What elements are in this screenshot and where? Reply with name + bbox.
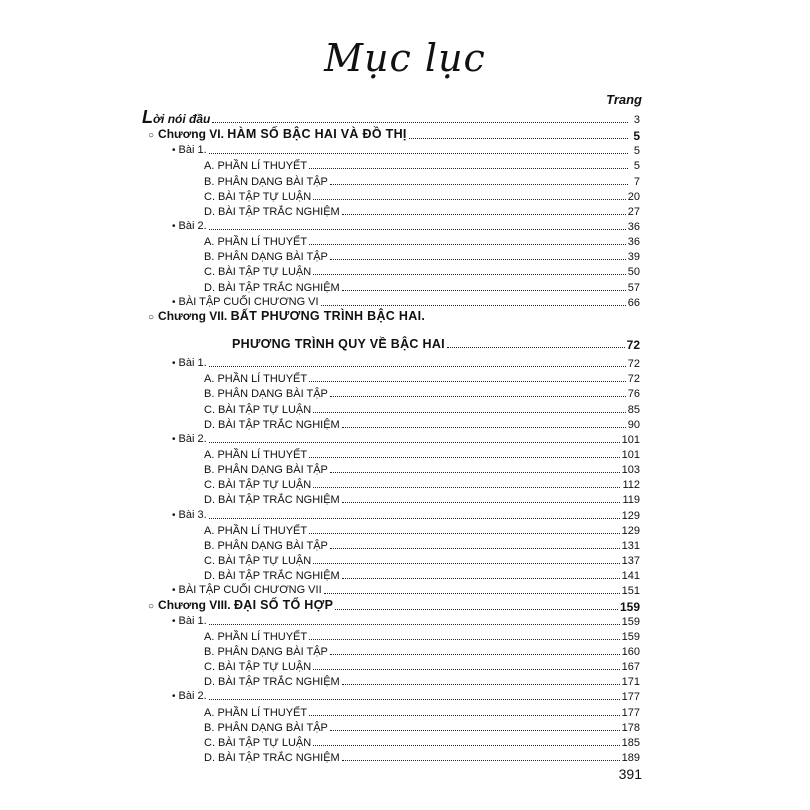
- item-title: A. PHẦN LÍ THUYẾT: [204, 630, 308, 643]
- entry-label: [172, 509, 207, 522]
- entry-page: 36: [627, 220, 640, 233]
- entry-page: 72: [626, 337, 640, 352]
- entry-page: 129: [621, 524, 640, 537]
- leader-dots: [313, 274, 626, 275]
- toc-entry: [204, 371, 640, 385]
- leader-dots: [309, 457, 620, 458]
- item-title: B. PHÂN DẠNG BÀI TẬP: [204, 464, 328, 477]
- circle-bullet-icon: ○: [148, 311, 155, 323]
- toc-entry: [172, 583, 640, 597]
- entry-page: 119: [622, 494, 640, 507]
- entry-label: [204, 282, 340, 294]
- chapter-name: BẤT PHƯƠNG TRÌNH BẬC HAI.: [230, 308, 426, 323]
- entry-label: [204, 707, 307, 719]
- lesson-title: Bài 1.: [178, 144, 207, 157]
- item-title: C. BÀI TẬP TỰ LUẬN: [204, 479, 312, 492]
- toc-entry: [204, 674, 640, 688]
- entry-label: [204, 661, 311, 673]
- entry-page: 72: [627, 358, 640, 371]
- leader-dots: [335, 609, 618, 610]
- dot-bullet-icon: •: [172, 691, 176, 703]
- toc-entry: [148, 128, 640, 142]
- entry-label: [204, 525, 307, 537]
- entry-label: [204, 570, 340, 582]
- leader-dots: [209, 229, 626, 230]
- leader-dots: [342, 684, 620, 685]
- toc-entry: [204, 629, 640, 643]
- toc-entry: [204, 720, 640, 734]
- entry-label: [148, 599, 333, 613]
- leader-dots: [313, 563, 619, 564]
- entry-page: 171: [621, 676, 640, 689]
- circle-bullet-icon: ○: [148, 600, 155, 612]
- leader-dots: [342, 502, 621, 503]
- entry-label: [204, 160, 307, 172]
- item-title: D. BÀI TẬP TRẮC NGHIỆM: [204, 570, 340, 583]
- entry-label: [204, 176, 328, 188]
- item-title: A. PHẦN LÍ THUYẾT: [204, 373, 308, 386]
- toc-entry: [172, 143, 640, 157]
- entry-page: 159: [621, 615, 640, 628]
- entry-label: [204, 676, 340, 688]
- leader-dots: [313, 199, 626, 200]
- toc-entry: [204, 234, 640, 248]
- item-title: A. PHẦN LÍ THUYẾT: [204, 524, 308, 537]
- entry-page: 112: [622, 479, 640, 492]
- item-title: C. BÀI TẬP TỰ LUẬN: [204, 190, 312, 203]
- entry-label: [172, 144, 207, 157]
- toc-entry: [172, 508, 640, 522]
- entry-label: [204, 206, 340, 218]
- leader-dots: [342, 578, 620, 579]
- item-title: B. PHÂN DẠNG BÀI TẬP: [204, 721, 328, 734]
- leader-dots: [309, 168, 628, 169]
- toc-entry: [204, 174, 640, 188]
- item-title: A. PHẦN LÍ THUYẾT: [204, 449, 308, 461]
- entry-page: 159: [621, 630, 640, 643]
- toc-entry: [172, 356, 640, 370]
- chapter-name: ĐẠI SỐ TỔ HỢP: [233, 597, 334, 612]
- dot-bullet-icon: •: [172, 358, 176, 370]
- entry-label: [204, 404, 311, 416]
- leader-dots: [342, 214, 626, 215]
- entry-page: 5: [633, 129, 640, 143]
- item-title: D. BÀI TẬP TRẮC NGHIỆM: [204, 676, 340, 689]
- leader-dots: [313, 412, 626, 413]
- entry-page: 72: [627, 373, 640, 386]
- toc-entry: [204, 158, 640, 172]
- entry-page: 141: [621, 570, 640, 583]
- entry-label: [204, 449, 307, 461]
- toc-entry: [148, 310, 640, 324]
- entry-label: [148, 128, 407, 142]
- entry-label: [204, 419, 340, 431]
- item-title: B. PHÂN DẠNG BÀI TẬP: [204, 645, 328, 658]
- dot-bullet-icon: •: [172, 296, 176, 308]
- entry-page: 178: [621, 721, 640, 734]
- lesson-title: BÀI TẬP CUỐI CHƯƠNG VI: [178, 295, 319, 308]
- entry-page: 39: [627, 251, 640, 264]
- toc-entry: [204, 750, 640, 764]
- item-title: B. PHÂN DẠNG BÀI TẬP: [204, 388, 328, 401]
- entry-label: [232, 338, 445, 351]
- page-title: Mục lục: [324, 36, 486, 80]
- entry-page: 160: [621, 645, 640, 658]
- leader-dots: [330, 654, 620, 655]
- leader-dots: [330, 184, 628, 185]
- leader-dots: [330, 730, 620, 731]
- page-column-header: Trang: [606, 92, 642, 107]
- leader-dots: [409, 138, 628, 139]
- toc-entry: [204, 492, 640, 506]
- leader-dots: [313, 487, 620, 488]
- leader-dots: [209, 624, 620, 625]
- toc-entry: [204, 705, 640, 719]
- toc-entry: [204, 659, 640, 673]
- entry-page: 101: [621, 449, 640, 461]
- leader-dots: [313, 669, 619, 670]
- entry-label: [204, 540, 328, 552]
- leader-dots: [342, 760, 620, 761]
- entry-label: [204, 191, 311, 203]
- item-title: D. BÀI TẬP TRẮC NGHIỆM: [204, 494, 340, 507]
- toc-entry: [204, 402, 640, 416]
- leader-dots: [212, 122, 628, 123]
- toc-entry: [172, 219, 640, 233]
- toc-entry: [172, 295, 640, 309]
- toc-entry: [172, 432, 640, 446]
- leader-dots: [209, 153, 628, 154]
- leader-dots: [313, 745, 619, 746]
- circle-bullet-icon: ○: [148, 130, 155, 141]
- entry-label: [172, 296, 319, 309]
- leader-dots: [330, 548, 620, 549]
- chapter-name: PHƯƠNG TRÌNH QUY VỀ BẬC HAI: [232, 336, 445, 351]
- entry-label: [172, 690, 207, 703]
- entry-page: 90: [627, 418, 640, 431]
- leader-dots: [321, 305, 626, 306]
- toc-entry: [204, 462, 640, 476]
- entry-page: 101: [621, 433, 640, 446]
- toc-entry: [204, 264, 640, 278]
- entry-label: [204, 737, 311, 749]
- entry-page: 85: [627, 403, 640, 416]
- item-title: B. PHÂN DẠNG BÀI TẬP: [204, 175, 328, 188]
- chapter-prefix: Chương VII.: [158, 308, 231, 323]
- toc-entry: [204, 386, 640, 400]
- toc-entry: [204, 204, 640, 218]
- entry-label: [204, 722, 328, 734]
- item-title: C. BÀI TẬP TỰ LUẬN: [204, 266, 312, 279]
- dot-bullet-icon: •: [172, 509, 176, 521]
- toc-entry: [148, 599, 640, 613]
- entry-label: [204, 388, 328, 400]
- entry-page: 129: [621, 509, 640, 522]
- item-title: C. BÀI TẬP TỰ LUẬN: [204, 736, 312, 749]
- lesson-title: BÀI TẬP CUỐI CHƯƠNG VII: [178, 584, 322, 597]
- entry-page: 27: [627, 205, 640, 218]
- chapter-name: HÀM SỐ BẬC HAI VÀ ĐỒ THỊ: [227, 127, 407, 141]
- entry-page: 20: [627, 190, 640, 203]
- leader-dots: [330, 472, 620, 473]
- entry-label: [204, 373, 307, 385]
- leader-dots: [309, 639, 620, 640]
- item-title: B. PHÂN DẠNG BÀI TẬP: [204, 251, 328, 264]
- toc-entry: [204, 477, 640, 491]
- entry-page: 57: [627, 281, 640, 294]
- toc-foreword: [142, 107, 640, 127]
- entry-page: 66: [627, 296, 640, 309]
- entry-label: [172, 220, 207, 233]
- item-title: C. BÀI TẬP TỰ LUẬN: [204, 403, 312, 416]
- chapter-prefix: Chương VI.: [158, 127, 228, 141]
- entry-page: 103: [621, 464, 640, 477]
- leader-dots: [330, 396, 626, 397]
- entry-label: [172, 584, 322, 597]
- item-title: D. BÀI TẬP TRẮC NGHIỆM: [204, 205, 340, 218]
- entry-page: 137: [621, 555, 640, 567]
- entry-label: [148, 310, 425, 324]
- entry-label: [204, 479, 311, 491]
- item-title: D. BÀI TẬP TRẮC NGHIỆM: [204, 418, 340, 431]
- leader-dots: [447, 347, 625, 348]
- toc-entry: [204, 523, 640, 537]
- entry-label: [204, 494, 340, 506]
- entry-page: 177: [621, 706, 640, 719]
- entry-page: 189: [621, 752, 640, 764]
- foreword-label: Lời nói đầu: [142, 107, 211, 127]
- toc-entry: [172, 689, 640, 703]
- leader-dots: [209, 442, 620, 443]
- dot-bullet-icon: •: [172, 145, 176, 157]
- dot-bullet-icon: •: [172, 615, 176, 627]
- entry-label: [204, 555, 311, 567]
- item-title: C. BÀI TẬP TỰ LUẬN: [204, 555, 312, 567]
- lesson-title: Bài 2.: [178, 219, 207, 232]
- entry-label: [204, 251, 328, 263]
- entry-label: [172, 357, 207, 370]
- entry-label: [204, 646, 328, 658]
- entry-page: 50: [627, 266, 640, 279]
- leader-dots: [209, 366, 626, 367]
- entry-label: [204, 266, 311, 278]
- leader-dots: [309, 381, 626, 382]
- lesson-title: Bài 2.: [178, 432, 207, 445]
- entry-page: 3: [633, 114, 640, 126]
- toc-entry: [232, 337, 640, 351]
- lesson-title: Bài 1.: [178, 357, 207, 370]
- toc-entry: [172, 614, 640, 628]
- toc-entry: [204, 417, 640, 431]
- item-title: D. BÀI TẬP TRẮC NGHIỆM: [204, 752, 340, 764]
- toc-entry: [204, 553, 640, 567]
- leader-dots: [209, 699, 620, 700]
- entry-label: [204, 631, 307, 643]
- leader-dots: [309, 244, 626, 245]
- entry-page: 185: [621, 736, 640, 749]
- leader-dots: [330, 259, 626, 260]
- lesson-title: Bài 3.: [178, 508, 207, 521]
- lesson-title: Bài 2.: [178, 690, 207, 703]
- dot-bullet-icon: •: [172, 220, 176, 232]
- entry-page: 5: [633, 160, 640, 173]
- leader-dots: [342, 427, 626, 428]
- toc-entry: [204, 249, 640, 263]
- leader-dots: [309, 533, 620, 534]
- item-title: A. PHẦN LÍ THUYẾT: [204, 236, 308, 249]
- item-title: B. PHÂN DẠNG BÀI TẬP: [204, 539, 328, 552]
- entry-label: [204, 752, 340, 764]
- dot-bullet-icon: •: [172, 433, 176, 445]
- entry-page: 159: [619, 599, 640, 614]
- toc-entry: [204, 280, 640, 294]
- entry-page: 151: [621, 585, 640, 598]
- item-title: A. PHẦN LÍ THUYẾT: [204, 706, 308, 719]
- entry-page: 36: [627, 236, 640, 249]
- dot-bullet-icon: •: [172, 585, 176, 597]
- entry-label: [204, 464, 328, 476]
- item-title: A. PHẦN LÍ THUYẾT: [204, 160, 308, 173]
- leader-dots: [209, 518, 620, 519]
- entry-label: [172, 615, 207, 628]
- toc-entry: [204, 735, 640, 749]
- item-title: C. BÀI TẬP TỰ LUẬN: [204, 661, 312, 674]
- entry-label: [204, 236, 307, 248]
- entry-page: 5: [633, 145, 640, 158]
- page-number: 391: [618, 766, 642, 782]
- entry-page: 7: [633, 175, 640, 188]
- entry-page: 177: [621, 691, 640, 704]
- entry-page: 76: [627, 388, 640, 401]
- chapter-prefix: Chương VIII.: [158, 597, 234, 612]
- leader-dots: [342, 290, 626, 291]
- lesson-title: Bài 1.: [178, 614, 207, 627]
- toc-entry: [204, 568, 640, 582]
- entry-page: 131: [621, 539, 640, 552]
- toc-entry: [204, 644, 640, 658]
- toc-entry: [204, 538, 640, 552]
- toc-entry: [204, 447, 640, 461]
- toc-entry: [204, 189, 640, 203]
- leader-dots: [309, 715, 620, 716]
- leader-dots: [324, 593, 620, 594]
- item-title: D. BÀI TẬP TRẮC NGHIỆM: [204, 281, 340, 294]
- entry-page: 167: [621, 661, 640, 674]
- entry-label: [172, 433, 207, 446]
